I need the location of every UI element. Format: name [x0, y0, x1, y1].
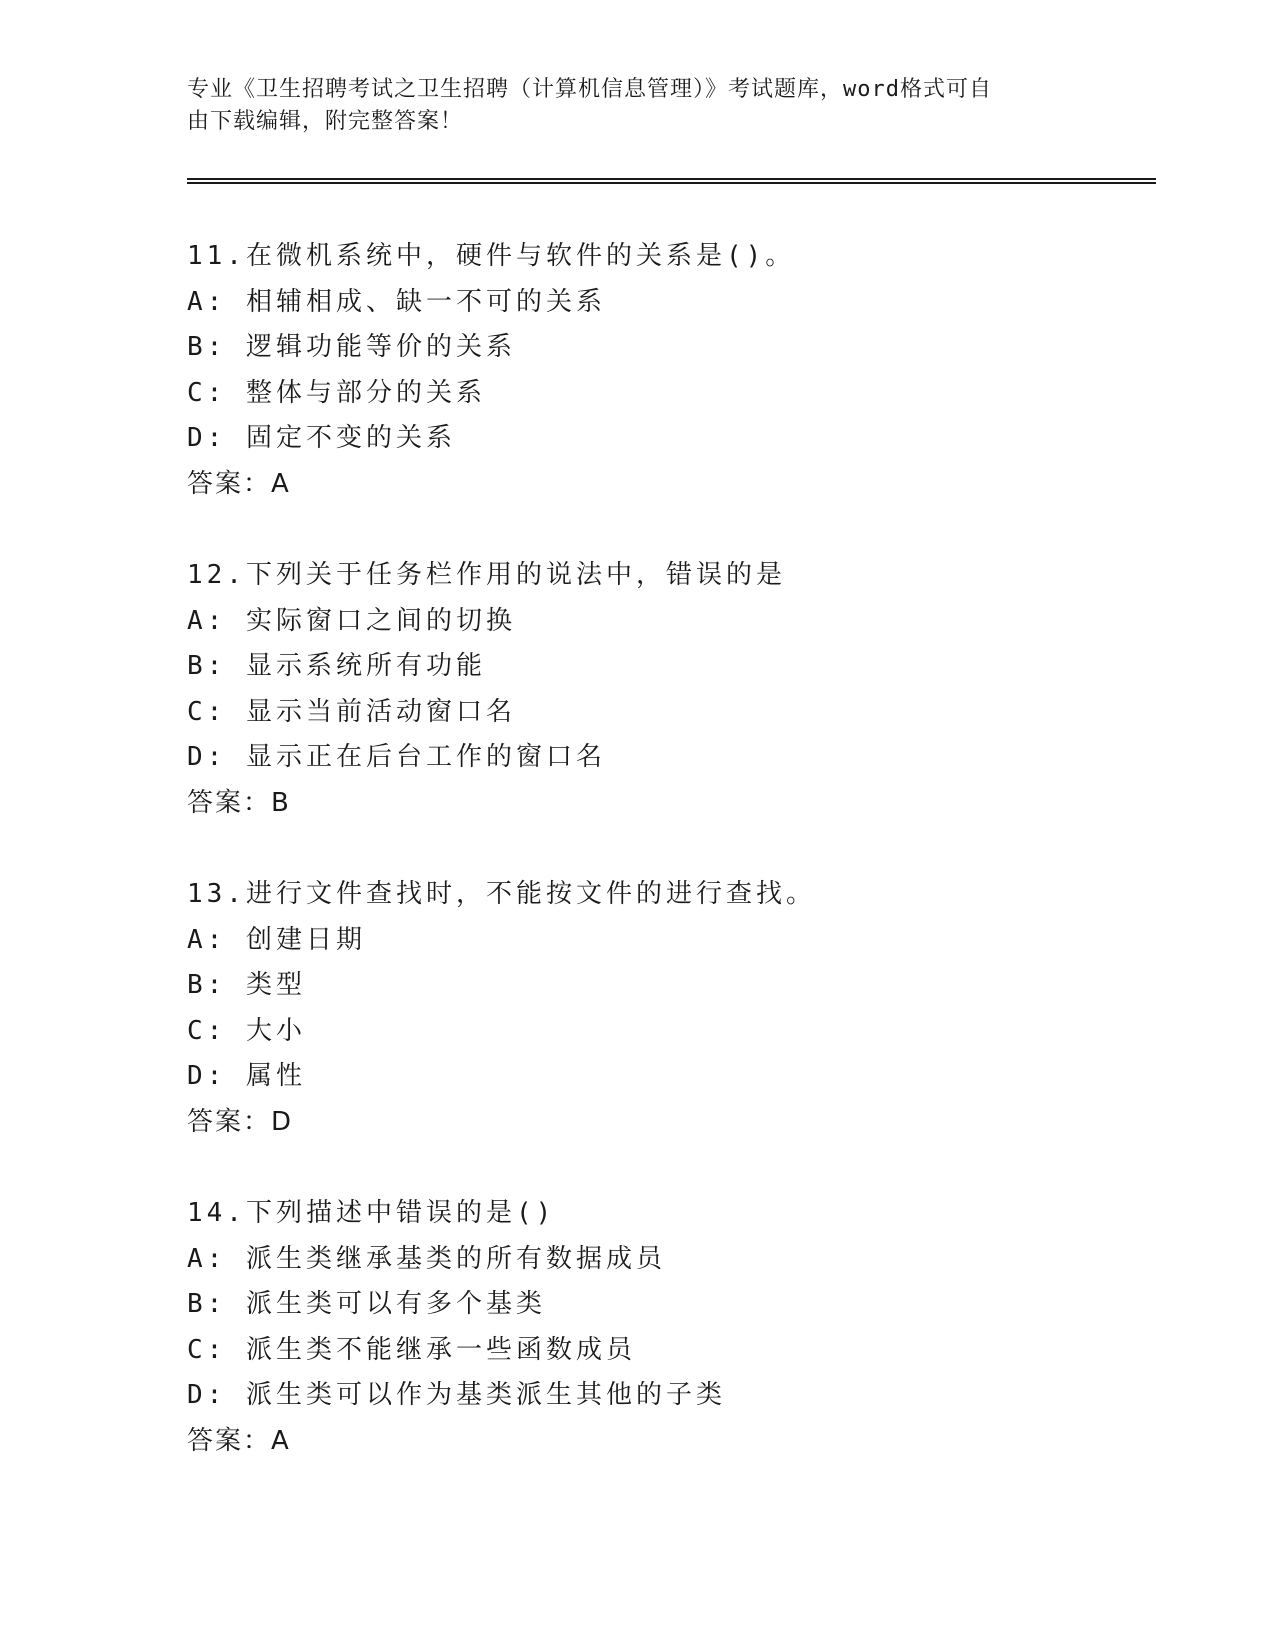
header-line-2: 由下载编辑，附完整答案！ [187, 109, 464, 134]
option-c: C: 派生类不能继承一些函数成员 [187, 1334, 636, 1365]
option-d: D: 派生类可以作为基类派生其他的子类 [187, 1380, 726, 1410]
option-c: C: 整体与部分的关系 [187, 377, 486, 408]
option-b: B: 派生类可以有多个基类 [187, 1289, 546, 1319]
question-14 [187, 1191, 1087, 1464]
answer-label: 答案：A [187, 1425, 291, 1456]
option-a: A: 创建日期 [187, 924, 366, 955]
document-header [187, 74, 1067, 138]
option-c: C: 大小 [187, 1015, 306, 1046]
header-line-1: 专业《卫生招聘考试之卫生招聘（计算机信息管理）》考试题库，word格式可自 [187, 77, 992, 102]
answer-label: 答案：A [187, 468, 291, 499]
option-d: D: 固定不变的关系 [187, 423, 456, 453]
question-stem: 11.在微机系统中，硬件与软件的关系是()。 [187, 241, 796, 271]
option-d: D: 显示正在后台工作的窗口名 [187, 742, 606, 772]
question-12 [187, 553, 1087, 826]
option-b: B: 类型 [187, 970, 306, 1000]
question-11 [187, 234, 1087, 507]
answer-label: 答案：D [187, 1106, 294, 1137]
question-stem: 13.进行文件查找时，不能按文件的进行查找。 [187, 879, 816, 909]
option-a: A: 相辅相成、缺一不可的关系 [187, 286, 606, 317]
option-c: C: 显示当前活动窗口名 [187, 696, 516, 727]
option-a: A: 派生类继承基类的所有数据成员 [187, 1243, 666, 1274]
option-d: D: 属性 [187, 1061, 306, 1091]
option-b: B: 显示系统所有功能 [187, 651, 486, 681]
double-rule-divider [187, 178, 1156, 184]
answer-label: 答案：B [187, 787, 291, 818]
question-stem: 14.下列描述中错误的是() [187, 1198, 556, 1228]
question-13 [187, 872, 1087, 1145]
option-b: B: 逻辑功能等价的关系 [187, 332, 516, 362]
question-stem: 12.下列关于任务栏作用的说法中，错误的是 [187, 560, 786, 590]
option-a: A: 实际窗口之间的切换 [187, 605, 516, 636]
